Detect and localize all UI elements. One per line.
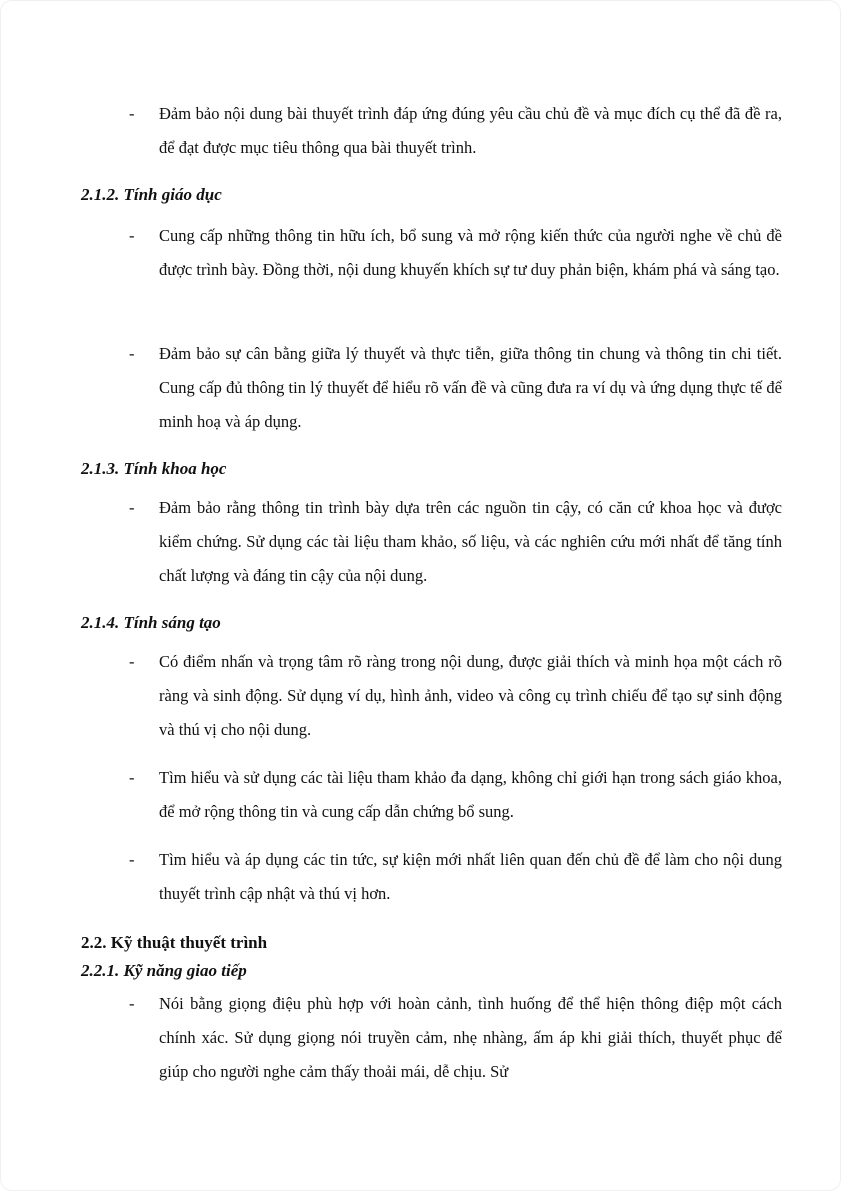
bullet-text: Có điểm nhấn và trọng tâm rõ ràng trong nội dung, được giải thích và minh họa một cách rõ ràng và sinh động. Sử dụng ví dụ, hình ảnh, video và công cụ trình chiếu để tạo sự sinh động và thú vị cho nội dung.: [159, 652, 782, 739]
section-heading-2-1-3: 2.1.3. Tính khoa học: [81, 459, 227, 478]
section-heading-2-2-1: 2.2.1. Kỹ năng giao tiếp: [81, 961, 247, 980]
bullet-dash: -: [129, 344, 135, 363]
bullet-dash: -: [129, 994, 135, 1013]
bullet-dash: -: [129, 226, 135, 245]
bullet-dash: -: [129, 768, 135, 787]
bullet-dash: -: [129, 498, 135, 517]
bullet-text: Đảm bảo sự cân bằng giữa lý thuyết và thực tiễn, giữa thông tin chung và thông tin chi tiết. Cung cấp đủ thông tin lý thuyết để hiểu rõ vấn đề và cũng đưa ra ví dụ và ứng dụng thực tế để minh hoạ và áp dụng.: [159, 344, 782, 431]
section-heading-2-2: 2.2. Kỹ thuật thuyết trình: [81, 933, 268, 952]
bullet-text: Tìm hiểu và áp dụng các tin tức, sự kiện mới nhất liên quan đến chủ đề để làm cho nội dung thuyết trình cập nhật và thú vị hơn.: [159, 850, 782, 903]
section-heading-2-1-4: 2.1.4. Tính sáng tạo: [81, 613, 221, 632]
bullet-text: Tìm hiểu và sử dụng các tài liệu tham khảo đa dạng, không chỉ giới hạn trong sách giáo khoa, để mở rộng thông tin và cung cấp dẫn chứng bổ sung.: [159, 768, 782, 821]
bullet-text: Nói bằng giọng điệu phù hợp với hoàn cảnh, tình huống để thể hiện thông điệp một cách chính xác. Sử dụng giọng nói truyền cảm, nhẹ nhàng, ấm áp khi giải thích, thuyết phục để giúp cho người nghe cảm thấy thoải mái, dễ chịu. Sử: [159, 994, 782, 1081]
section-heading-2-1-2: 2.1.2. Tính giáo dục: [81, 185, 222, 204]
bullet-dash: -: [129, 850, 135, 869]
bullet-dash: -: [129, 652, 135, 671]
bullet-dash: -: [129, 104, 135, 123]
bullet-text: Cung cấp những thông tin hữu ích, bổ sung và mở rộng kiến thức của người nghe về chủ đề được trình bày. Đồng thời, nội dung khuyến khích sự tư duy phản biện, khám phá và sáng tạo.: [159, 226, 782, 279]
bullet-text: Đảm bảo rằng thông tin trình bày dựa trên các nguồn tin cậy, có căn cứ khoa học và được kiểm chứng. Sử dụng các tài liệu tham khảo, số liệu, và các nghiên cứu mới nhất để tăng tính chất lượng và đáng tin cậy của nội dung.: [159, 498, 782, 585]
bullet-text: Đảm bảo nội dung bài thuyết trình đáp ứng đúng yêu cầu chủ đề và mục đích cụ thể đã đề ra, để đạt được mục tiêu thông qua bài thuyết trình.: [159, 104, 782, 157]
